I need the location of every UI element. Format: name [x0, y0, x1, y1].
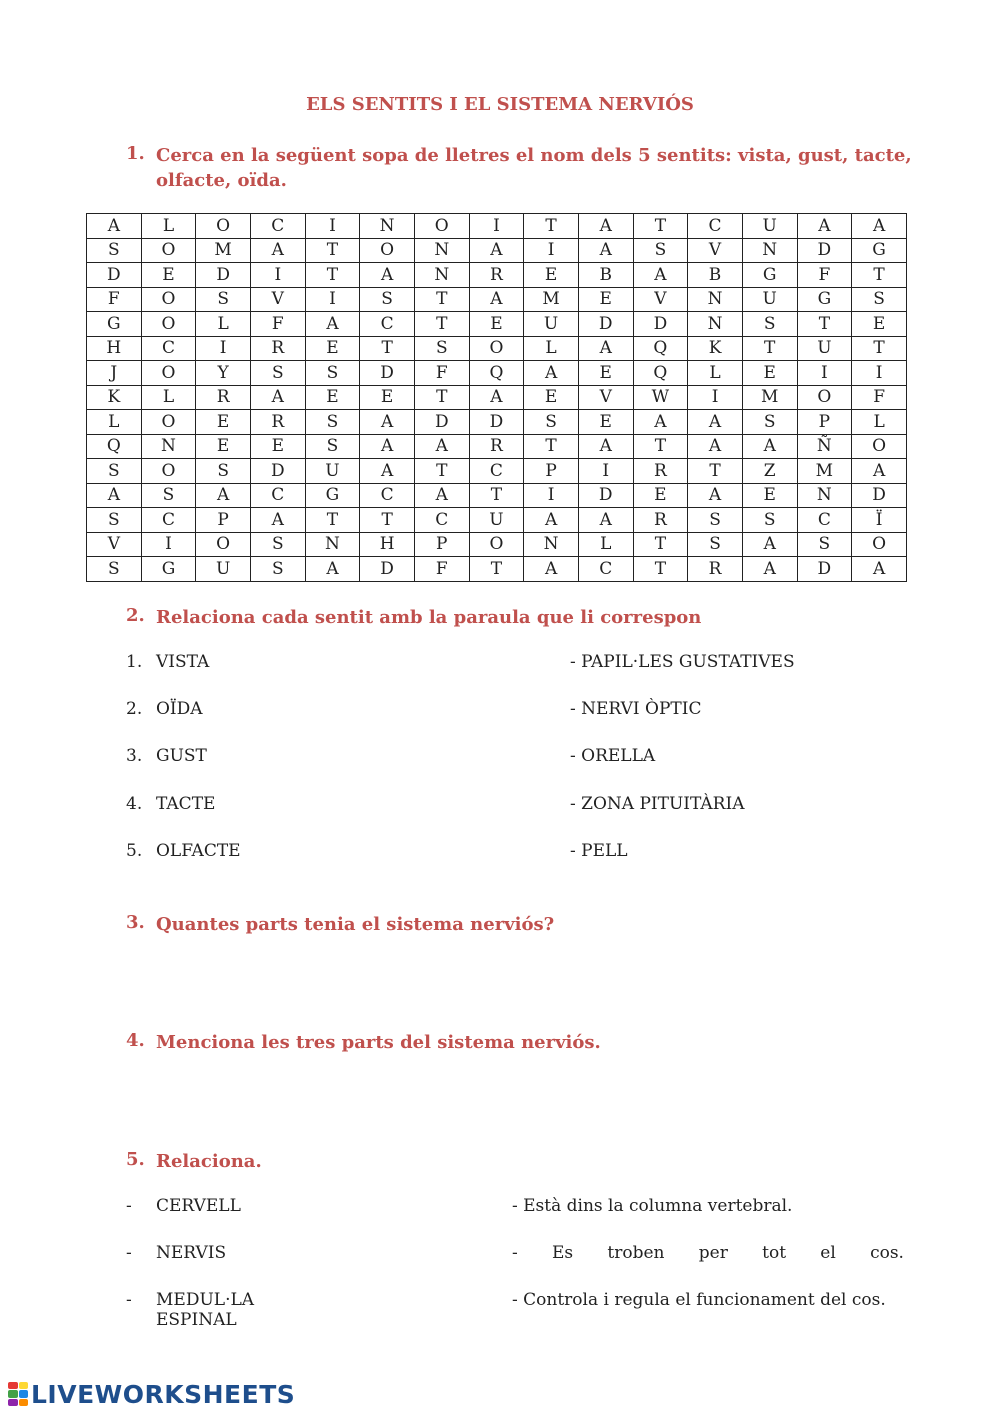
nervous-part: NERVIS	[156, 1243, 227, 1263]
grid-cell: E	[578, 410, 633, 435]
grid-cell: S	[742, 312, 797, 337]
grid-cell: D	[578, 483, 633, 508]
word: -	[512, 1243, 518, 1263]
grid-cell: D	[469, 410, 524, 435]
grid-cell: T	[305, 238, 360, 263]
grid-cell: O	[196, 214, 251, 239]
grid-cell: T	[633, 434, 688, 459]
grid-cell: M	[797, 459, 852, 484]
grid-cell: I	[141, 532, 196, 557]
word: Es	[552, 1243, 574, 1263]
grid-cell: D	[360, 361, 415, 386]
word: el	[820, 1243, 836, 1263]
grid-cell: S	[742, 410, 797, 435]
grid-cell: A	[250, 508, 305, 533]
grid-cell: R	[250, 336, 305, 361]
match-option: - ZONA PITUITÀRIA	[570, 794, 745, 814]
grid-cell: R	[633, 508, 688, 533]
grid-cell: A	[250, 385, 305, 410]
grid-cell: E	[305, 385, 360, 410]
grid-cell: T	[414, 385, 469, 410]
grid-cell: I	[305, 214, 360, 239]
grid-cell: Q	[87, 434, 142, 459]
grid-cell: O	[852, 532, 907, 557]
grid-cell: A	[305, 557, 360, 582]
grid-cell: C	[250, 214, 305, 239]
question-text: Relaciona cada sentit amb la paraula que li correspon	[156, 607, 702, 628]
grid-cell: I	[524, 238, 579, 263]
grid-cell: I	[196, 336, 251, 361]
grid-cell: O	[196, 532, 251, 557]
grid-cell: P	[196, 508, 251, 533]
liveworksheets-logo[interactable]	[8, 1380, 295, 1408]
grid-cell: S	[688, 532, 743, 557]
grid-cell: L	[87, 410, 142, 435]
grid-cell: C	[250, 483, 305, 508]
grid-row	[87, 238, 907, 263]
grid-cell: G	[305, 483, 360, 508]
grid-cell: O	[360, 238, 415, 263]
grid-cell: R	[633, 459, 688, 484]
grid-cell: T	[469, 557, 524, 582]
grid-cell: C	[688, 214, 743, 239]
grid-cell: V	[688, 238, 743, 263]
logo-square	[8, 1390, 18, 1397]
match-option: - PELL	[570, 841, 628, 861]
item-number: 2.	[126, 699, 143, 719]
grid-cell: D	[797, 238, 852, 263]
grid-cell: D	[360, 557, 415, 582]
grid-cell: U	[742, 287, 797, 312]
grid-cell: L	[524, 336, 579, 361]
grid-cell: S	[305, 361, 360, 386]
grid-cell: E	[141, 263, 196, 288]
grid-cell: I	[688, 385, 743, 410]
grid-cell: T	[305, 508, 360, 533]
match-option: - Controla i regula el funcionament del cos.	[512, 1290, 886, 1310]
grid-cell: N	[688, 287, 743, 312]
bullet: -	[126, 1243, 132, 1263]
grid-cell: B	[578, 263, 633, 288]
sense-word: GUST	[156, 746, 207, 766]
grid-cell: F	[797, 263, 852, 288]
grid-cell: V	[578, 385, 633, 410]
grid-cell: I	[852, 361, 907, 386]
grid-cell: O	[852, 434, 907, 459]
grid-cell: A	[414, 483, 469, 508]
grid-cell: A	[633, 263, 688, 288]
logo-square	[19, 1390, 29, 1397]
grid-cell: O	[141, 312, 196, 337]
grid-cell: T	[360, 336, 415, 361]
word: per	[698, 1243, 728, 1263]
grid-cell: N	[414, 263, 469, 288]
grid-cell: A	[469, 238, 524, 263]
item-number: 3.	[126, 746, 143, 766]
grid-cell: S	[250, 557, 305, 582]
grid-cell: A	[742, 532, 797, 557]
grid-cell: A	[469, 385, 524, 410]
grid-cell: M	[524, 287, 579, 312]
grid-cell: T	[469, 483, 524, 508]
item-number: 4.	[126, 794, 143, 814]
liveworksheets-icon	[8, 1382, 28, 1406]
question-number: 3.	[126, 912, 145, 933]
grid-cell: N	[524, 532, 579, 557]
grid-cell: E	[360, 385, 415, 410]
grid-cell: R	[469, 434, 524, 459]
grid-cell: A	[578, 508, 633, 533]
grid-cell: H	[360, 532, 415, 557]
grid-cell: G	[852, 238, 907, 263]
grid-cell: A	[360, 459, 415, 484]
grid-cell: A	[578, 214, 633, 239]
grid-cell: S	[250, 361, 305, 386]
question-text: Relaciona.	[156, 1151, 262, 1172]
grid-row	[87, 214, 907, 239]
grid-cell: A	[742, 434, 797, 459]
grid-cell: U	[742, 214, 797, 239]
item-number: 5.	[126, 841, 143, 861]
grid-cell: O	[469, 336, 524, 361]
grid-cell: P	[414, 532, 469, 557]
grid-row	[87, 263, 907, 288]
grid-cell: S	[742, 508, 797, 533]
grid-cell: U	[797, 336, 852, 361]
grid-cell: C	[414, 508, 469, 533]
grid-cell: T	[524, 214, 579, 239]
question-1	[126, 143, 916, 193]
grid-cell: F	[414, 557, 469, 582]
grid-cell: T	[633, 557, 688, 582]
grid-cell: O	[141, 361, 196, 386]
grid-cell: T	[414, 312, 469, 337]
question-2	[126, 605, 701, 630]
grid-cell: C	[141, 508, 196, 533]
grid-cell: P	[797, 410, 852, 435]
grid-cell: Y	[196, 361, 251, 386]
grid-row	[87, 483, 907, 508]
logo-square	[19, 1382, 29, 1389]
grid-cell: D	[414, 410, 469, 435]
grid-cell: K	[688, 336, 743, 361]
grid-cell: R	[196, 385, 251, 410]
grid-cell: F	[87, 287, 142, 312]
grid-cell: E	[196, 410, 251, 435]
grid-cell: T	[414, 287, 469, 312]
grid-cell: A	[360, 434, 415, 459]
grid-row	[87, 336, 907, 361]
grid-cell: A	[633, 410, 688, 435]
question-number: 4.	[126, 1030, 145, 1051]
grid-cell: T	[360, 508, 415, 533]
sense-word: VISTA	[156, 652, 210, 672]
grid-cell: F	[250, 312, 305, 337]
grid-cell: L	[578, 532, 633, 557]
grid-cell: P	[524, 459, 579, 484]
grid-cell: L	[141, 214, 196, 239]
grid-cell: D	[196, 263, 251, 288]
grid-cell: E	[578, 287, 633, 312]
match-option: - Està dins la columna vertebral.	[512, 1196, 793, 1216]
grid-cell: E	[852, 312, 907, 337]
grid-cell: C	[578, 557, 633, 582]
grid-cell: V	[250, 287, 305, 312]
grid-cell: D	[797, 557, 852, 582]
question-4	[126, 1030, 601, 1055]
question-number: 2.	[126, 605, 145, 626]
grid-cell: U	[524, 312, 579, 337]
bullet: -	[126, 1290, 132, 1310]
grid-cell: A	[688, 434, 743, 459]
grid-cell: A	[578, 434, 633, 459]
grid-cell: N	[742, 238, 797, 263]
grid-cell: W	[633, 385, 688, 410]
grid-cell: N	[141, 434, 196, 459]
grid-cell: F	[414, 361, 469, 386]
grid-cell: E	[742, 483, 797, 508]
logo-square	[8, 1399, 18, 1406]
question-3	[126, 912, 554, 937]
grid-cell: A	[250, 238, 305, 263]
grid-cell: A	[742, 557, 797, 582]
grid-cell: N	[688, 312, 743, 337]
grid-cell: I	[578, 459, 633, 484]
match-option	[512, 1243, 904, 1263]
grid-cell: U	[469, 508, 524, 533]
grid-cell: S	[87, 459, 142, 484]
sense-word: OLFACTE	[156, 841, 241, 861]
logo-text: LIVEWORKSHEETS	[31, 1379, 296, 1409]
grid-cell: S	[688, 508, 743, 533]
grid-row	[87, 434, 907, 459]
grid-cell: A	[852, 459, 907, 484]
grid-cell: A	[360, 263, 415, 288]
grid-cell: J	[87, 361, 142, 386]
grid-cell: A	[852, 214, 907, 239]
grid-cell: R	[469, 263, 524, 288]
grid-cell: A	[305, 312, 360, 337]
grid-cell: N	[797, 483, 852, 508]
grid-cell: Z	[742, 459, 797, 484]
word: cos.	[870, 1243, 904, 1263]
grid-cell: S	[196, 459, 251, 484]
grid-cell: I	[305, 287, 360, 312]
sense-word: OÏDA	[156, 699, 203, 719]
grid-cell: I	[250, 263, 305, 288]
grid-cell: G	[742, 263, 797, 288]
grid-cell: S	[524, 410, 579, 435]
grid-cell: Ñ	[797, 434, 852, 459]
grid-cell: V	[87, 532, 142, 557]
grid-row	[87, 459, 907, 484]
grid-row	[87, 287, 907, 312]
bullet: -	[126, 1196, 132, 1216]
grid-cell: G	[141, 557, 196, 582]
grid-cell: S	[305, 410, 360, 435]
grid-cell: A	[196, 483, 251, 508]
grid-cell: I	[469, 214, 524, 239]
grid-row	[87, 508, 907, 533]
match-option: - PAPIL·LES GUSTATIVES	[570, 652, 795, 672]
grid-cell: L	[688, 361, 743, 386]
grid-cell: I	[524, 483, 579, 508]
grid-cell: N	[414, 238, 469, 263]
grid-cell: S	[250, 532, 305, 557]
grid-cell: S	[852, 287, 907, 312]
grid-cell: T	[852, 263, 907, 288]
grid-cell: D	[250, 459, 305, 484]
nervous-part: MEDUL·LA ESPINAL	[156, 1290, 255, 1330]
grid-cell: U	[196, 557, 251, 582]
grid-cell: O	[414, 214, 469, 239]
grid-cell: E	[524, 385, 579, 410]
question-text: Quantes parts tenia el sistema nerviós?	[156, 914, 555, 935]
grid-cell: D	[87, 263, 142, 288]
grid-cell: A	[87, 214, 142, 239]
grid-cell: S	[87, 238, 142, 263]
question-5	[126, 1149, 262, 1174]
grid-cell: Q	[633, 361, 688, 386]
grid-cell: A	[524, 508, 579, 533]
grid-cell: E	[578, 361, 633, 386]
question-text: Menciona les tres parts del sistema nerviós.	[156, 1032, 601, 1053]
grid-cell: T	[414, 459, 469, 484]
grid-cell: D	[633, 312, 688, 337]
grid-cell: S	[305, 434, 360, 459]
word-search-grid	[86, 213, 907, 582]
grid-cell: A	[688, 410, 743, 435]
grid-cell: T	[524, 434, 579, 459]
grid-cell: A	[852, 557, 907, 582]
grid-row	[87, 361, 907, 386]
question-text: Cerca en la següent sopa de lletres el nom dels 5 sentits: vista, gust, tacte, olfacte, oïda.	[156, 145, 912, 191]
grid-row	[87, 557, 907, 582]
grid-cell: D	[578, 312, 633, 337]
logo-square	[8, 1382, 18, 1389]
grid-cell: N	[360, 214, 415, 239]
grid-cell: D	[852, 483, 907, 508]
worksheet-title: ELS SENTITS I EL SISTEMA NERVIÓS	[306, 94, 694, 115]
grid-cell: A	[360, 410, 415, 435]
grid-cell: C	[360, 312, 415, 337]
grid-cell: A	[688, 483, 743, 508]
grid-cell: E	[469, 312, 524, 337]
grid-cell: T	[742, 336, 797, 361]
grid-cell: O	[797, 385, 852, 410]
grid-cell: L	[141, 385, 196, 410]
grid-cell: S	[797, 532, 852, 557]
grid-cell: S	[87, 557, 142, 582]
grid-cell: T	[852, 336, 907, 361]
grid-cell: H	[87, 336, 142, 361]
grid-cell: C	[469, 459, 524, 484]
grid-cell: U	[305, 459, 360, 484]
grid-cell: I	[797, 361, 852, 386]
grid-cell: O	[469, 532, 524, 557]
grid-cell: R	[688, 557, 743, 582]
grid-cell: E	[742, 361, 797, 386]
question-number: 1.	[126, 143, 145, 164]
grid-cell: E	[305, 336, 360, 361]
grid-row	[87, 312, 907, 337]
grid-cell: A	[524, 557, 579, 582]
grid-cell: F	[852, 385, 907, 410]
grid-cell: K	[87, 385, 142, 410]
grid-row	[87, 410, 907, 435]
grid-cell: C	[141, 336, 196, 361]
grid-cell: C	[360, 483, 415, 508]
word: troben	[607, 1243, 665, 1263]
grid-cell: L	[196, 312, 251, 337]
grid-cell: A	[578, 238, 633, 263]
grid-cell: Ï	[852, 508, 907, 533]
grid-cell: S	[360, 287, 415, 312]
grid-cell: Q	[633, 336, 688, 361]
grid-cell: O	[141, 238, 196, 263]
grid-cell: A	[414, 434, 469, 459]
grid-cell: E	[196, 434, 251, 459]
grid-cell: T	[633, 532, 688, 557]
grid-cell: M	[742, 385, 797, 410]
sense-word: TACTE	[156, 794, 216, 814]
grid-cell: O	[141, 410, 196, 435]
grid-cell: T	[305, 263, 360, 288]
grid-cell: N	[305, 532, 360, 557]
grid-cell: A	[797, 214, 852, 239]
grid-cell: V	[633, 287, 688, 312]
grid-cell: O	[141, 287, 196, 312]
item-number: 1.	[126, 652, 143, 672]
grid-cell: O	[141, 459, 196, 484]
grid-cell: R	[250, 410, 305, 435]
question-number: 5.	[126, 1149, 145, 1170]
grid-cell: G	[797, 287, 852, 312]
grid-cell: B	[688, 263, 743, 288]
grid-row	[87, 532, 907, 557]
logo-square	[19, 1399, 29, 1406]
grid-cell: T	[797, 312, 852, 337]
grid-cell: E	[250, 434, 305, 459]
grid-cell: E	[524, 263, 579, 288]
grid-cell: L	[852, 410, 907, 435]
grid-cell: T	[688, 459, 743, 484]
grid-cell: T	[633, 214, 688, 239]
grid-cell: Q	[469, 361, 524, 386]
grid-cell: S	[87, 508, 142, 533]
grid-cell: S	[414, 336, 469, 361]
nervous-part: CERVELL	[156, 1196, 241, 1216]
match-option: - NERVI ÒPTIC	[570, 699, 702, 719]
grid-cell: S	[633, 238, 688, 263]
grid-cell: M	[196, 238, 251, 263]
grid-cell: A	[469, 287, 524, 312]
grid-cell: S	[141, 483, 196, 508]
grid-cell: A	[87, 483, 142, 508]
grid-cell: G	[87, 312, 142, 337]
grid-cell: C	[797, 508, 852, 533]
grid-cell: A	[578, 336, 633, 361]
word: tot	[762, 1243, 787, 1263]
match-option: - ORELLA	[570, 746, 656, 766]
grid-cell: S	[196, 287, 251, 312]
grid-row	[87, 385, 907, 410]
grid-cell: E	[633, 483, 688, 508]
grid-cell: A	[524, 361, 579, 386]
